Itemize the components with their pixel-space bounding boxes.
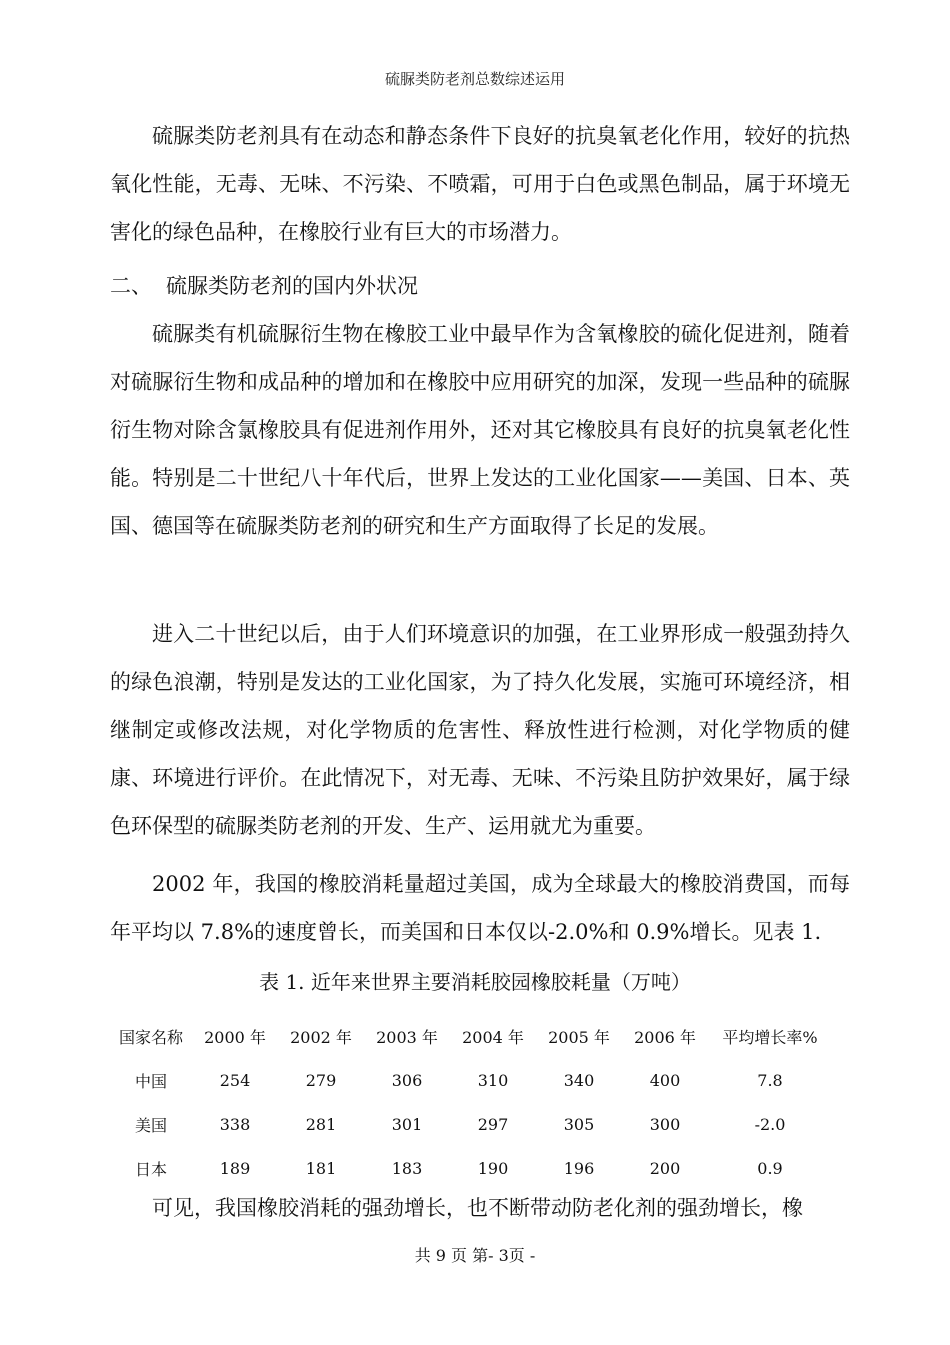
table-cell: 189 (219, 1158, 251, 1178)
page-footer: 共 9 页 第- 3页 - (414, 1246, 536, 1265)
section-number: 二、 (110, 274, 152, 298)
table-cell: 美国 (134, 1115, 167, 1135)
table-cell: 338 (219, 1114, 251, 1134)
column-header: 2002 年 (290, 1027, 352, 1047)
table-cell: 301 (391, 1114, 423, 1134)
paragraph-consumption: 2002 年，我国的橡胶消耗量超过美国，成为全球最大的橡胶消费国，而每年平均以 7.8%的速度曾长，而美国和日本仅以-2.0%和 0.9%增长。见表 1. (110, 872, 850, 944)
table-header-row (110, 1014, 832, 1058)
table-cell: 7.8 (757, 1070, 783, 1090)
table-cell: 306 (391, 1070, 423, 1090)
table-cell: 181 (305, 1158, 337, 1178)
section-title: 硫脲类防老剂的国内外状况 (166, 274, 418, 298)
table-row (110, 1102, 832, 1146)
table-cell: 0.9 (757, 1158, 783, 1178)
table-cell: 200 (649, 1158, 681, 1178)
column-header: 国家名称 (118, 1027, 183, 1047)
table-cell: 中国 (134, 1071, 167, 1091)
section-heading (110, 262, 418, 310)
column-header: 2000 年 (204, 1027, 266, 1047)
table-cell: 305 (563, 1114, 595, 1134)
table-cell: 300 (649, 1114, 681, 1134)
page-header: 硫脲类防老剂总数综述运用 (384, 70, 565, 88)
column-header: 2006 年 (634, 1027, 696, 1047)
paragraph-intro: 硫脲类防老剂具有在动态和静态条件下良好的抗臭氧老化作用，较好的抗热氧化性能，无毒、无味、不污染、不喷霜，可用于白色或黑色制品，属于环境无害化的绿色品种，在橡胶行业有巨大的市场潜力。 (110, 124, 850, 244)
table-cell: 日本 (134, 1159, 167, 1179)
table-caption: 表 1. 近年来世界主要消耗胶园橡胶耗量（万吨） (259, 970, 691, 994)
table-cell: 254 (219, 1070, 251, 1090)
table-cell: 340 (563, 1070, 595, 1090)
paragraph-conclusion: 可见，我国橡胶消耗的强劲增长，也不断带动防老化剂的强劲增长，橡 (152, 1196, 803, 1220)
column-header: 平均增长率% (722, 1027, 818, 1047)
table-row (110, 1058, 832, 1102)
table-cell: 196 (563, 1158, 595, 1178)
paragraph-environment: 进入二十世纪以后，由于人们环境意识的加强，在工业界形成一般强劲持久的绿色浪潮，特别是发达的工业化国家，为了持久化发展，实施可环境经济，相继制定或修改法规，对化学物质的危害性、释放性进行检测，对化学物质的健康、环境进行评价。在此情况下，对无毒、无味、不污染且防护效果好，属于绿色环保型的硫脲类防老剂的开发、生产、运用就尤为重要。 (110, 622, 850, 838)
table-cell: 310 (477, 1070, 509, 1090)
table-cell: 279 (305, 1070, 337, 1090)
table-cell: 281 (305, 1114, 337, 1134)
table-cell: 400 (649, 1070, 681, 1090)
column-header: 2004 年 (462, 1027, 524, 1047)
column-header: 2005 年 (548, 1027, 610, 1047)
column-header: 2003 年 (376, 1027, 438, 1047)
table-cell: 183 (391, 1158, 423, 1178)
table-cell: 190 (477, 1158, 509, 1178)
paragraph-history: 硫脲类有机硫脲衍生物在橡胶工业中最早作为含氧橡胶的硫化促进剂，随着对硫脲衍生物和成品种的增加和在橡胶中应用研究的加深，发现一些品种的硫脲衍生物对除含氯橡胶具有促进剂作用外，还对其它橡胶具有良好的抗臭氧老化性能。特别是二十世纪八十年代后，世界上发达的工业化国家——美国、日本、英国、德国等在硫脲类防老剂的研究和生产方面取得了长足的发展。 (110, 322, 850, 538)
table-cell: -2.0 (754, 1114, 786, 1134)
rubber-consumption-table (110, 1014, 832, 1190)
table-cell: 297 (477, 1114, 509, 1134)
